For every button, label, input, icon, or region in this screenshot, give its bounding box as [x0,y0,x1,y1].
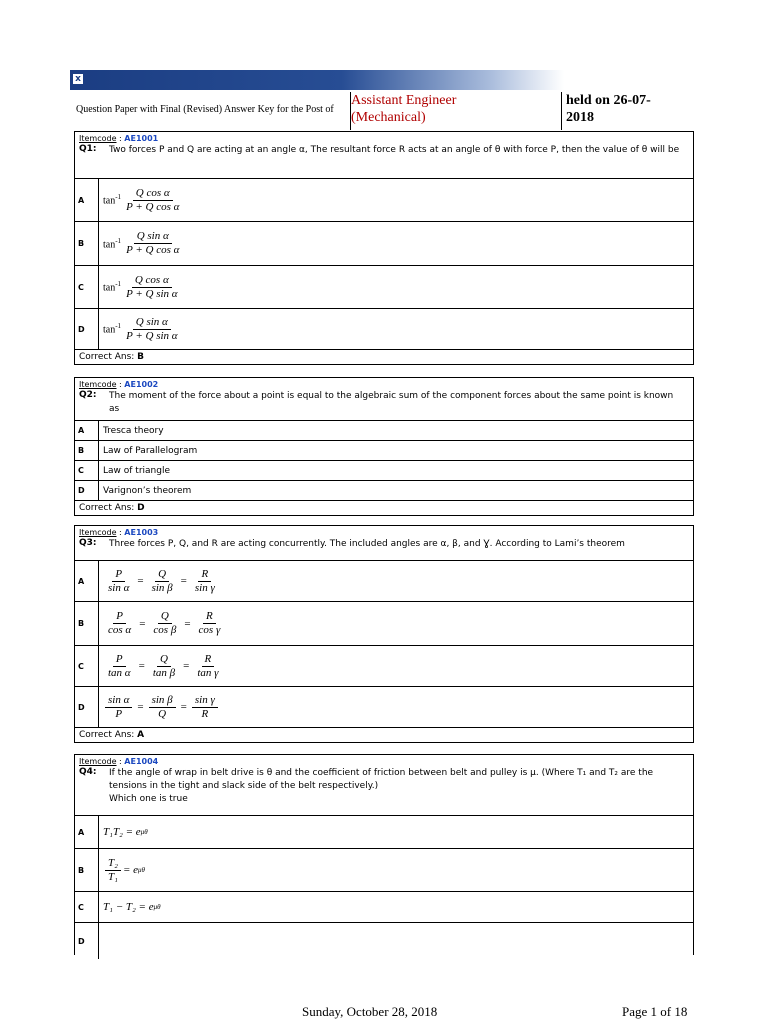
post-name: Assistant Engineer (Mechanical) [350,92,562,130]
question-block-q3: Itemcode : AE1003 Q3: Three forces P, Q, and R are acting concurrently. The included angles are α, β, and Ɣ. According to Lami’s theorem A $\frac{P}{\text{sin α}}$ = $\frac{Q}{\text{sin β}}$ = $\frac{R}{\text{sin γ}}$ B $\frac{P}{\text{cos α}}$ = $\frac{Q}{\text{cos β}}$ = $\frac{R}{\text{cos γ}}$ C $\frac{P}{\text{tan α}}$ = $\frac{Q}{\text{tan β}}$ = $\frac{R}{\text{tan γ}}$ D $\frac{\text{sin α}}{P}$ = $\frac{\text{sin β}}{Q}$ = $\frac{\text{sin γ}}{R}$ Correct Ans: A [74,525,694,743]
question-text: Two forces P and Q are acting at an angle α, The resultant force R acts at an angle of θ with force P, then the value of θ will be [109,145,680,155]
item-code: AE1001 [124,134,159,143]
footer-date: Sunday, October 28, 2018 [302,1004,438,1019]
option-label: B [75,222,99,265]
question-text: The moment of the force about a point is equal to the algebraic sum of the component forces about the same point is known as [109,391,674,414]
correct-answer: Correct Ans: A [75,727,693,742]
question-block-q4: Itemcode : AE1004 Q4: If the angle of wrap in belt drive is θ and the coefficient of friction between belt and pulley is μ. (Where T₁ and T₂ are the tensions in the tight and slack side of the belt respectively.) Which one is true A T₁T₂ = e μθ B $\frac{\text{T₂}}{\text{T₁}}$ = e μθ C T₁ − T₂ = e μθ D [74,754,694,955]
question-number: Q3: [79,538,97,548]
option-d[interactable]: D Varignon’s theorem [75,480,693,500]
option-b[interactable]: B $\tan^{-1}$ $\frac{\text{Q sin α}}{\text{P + Q cos α}}$ [75,221,693,265]
page-number: Page 1 of 18 [622,1004,688,1019]
question-number: Q2: [79,390,97,400]
option-a[interactable]: A T₁T₂ = e μθ [75,815,693,848]
item-code: AE1002 [124,380,159,389]
question-block-q2: Itemcode : AE1002 Q2: The moment of the force about a point is equal to the algebraic sum of the component forces about the same point is known as A Tresca theory B Law of Parallelogram C Law of triangle D Varignon’s theorem Correct Ans: D [74,377,694,516]
item-code: AE1004 [124,757,159,766]
question-number: Q4: [79,767,97,777]
option-d[interactable]: D $\frac{\text{sin α}}{P}$ = $\frac{\text{sin β}}{Q}$ = $\frac{\text{sin γ}}{R}$ [75,686,693,727]
exam-date: held on 26-07- 2018 [566,93,651,125]
option-label: C [75,266,99,308]
correct-answer: Correct Ans: D [75,500,693,515]
close-icon[interactable]: x [73,74,83,84]
option-d[interactable]: D [75,922,693,959]
option-c[interactable]: C $\tan^{-1}$ $\frac{\text{Q cos α}}{\text{P + Q sin α}}$ [75,265,693,308]
option-c[interactable]: C Law of triangle [75,460,693,480]
window-title-bar [70,70,564,90]
option-c[interactable]: C T₁ − T₂ = e μθ [75,891,693,922]
option-text: Tresca theory [103,425,164,436]
question-text: Three forces P, Q, and R are acting concurrently. The included angles are α, β, and Ɣ. According to Lami’s theorem [109,539,625,549]
question-number: Q1: [79,144,97,154]
option-text: Law of triangle [103,465,170,476]
option-c[interactable]: C $\frac{P}{\text{tan α}}$ = $\frac{Q}{\text{tan β}}$ = $\frac{R}{\text{tan γ}}$ [75,645,693,686]
correct-answer: Correct Ans: B [75,349,693,364]
option-text: Varignon’s theorem [103,485,192,496]
header-label: Question Paper with Final (Revised) Answer Key for the Post of [76,104,334,115]
option-label: D [75,309,99,349]
option-label: A [75,179,99,221]
question-subtext: Which one is true [109,794,188,804]
question-block-q1: Itemcode : AE1001 Q1: Two forces P and Q are acting at an angle α, The resultant force R acts at an angle of θ with force P, then the value of θ will be A $\tan^{-1}$ $\frac{\text{Q cos α}}{\text{P + Q cos α}}$ B $\tan^{-1}$ $\frac{\text{Q sin α}}{\text{P + Q cos α}}$ C $\tan^{-1}$ $\frac{\text{Q cos α}}{\text{P + Q sin α}}$ D $\tan^{-1}$ $\frac{\text{Q sin α}}{\text{P + Q sin α}}$ Correct Ans: B [74,131,694,365]
item-code: AE1003 [124,528,159,537]
option-a[interactable]: A $\tan^{-1}$ $\frac{\text{Q cos α}}{\text{P + Q cos α}}$ [75,178,693,221]
paper-header [74,92,692,130]
option-a[interactable]: A $\frac{P}{\text{sin α}}$ = $\frac{Q}{\text{sin β}}$ = $\frac{R}{\text{sin γ}}$ [75,560,693,601]
option-b[interactable]: B Law of Parallelogram [75,440,693,460]
question-text: If the angle of wrap in belt drive is θ and the coefficient of friction between belt and pulley is μ. (Where T₁ and T₂ are the tensions in the tight and slack side of the belt respectively.) [109,768,654,791]
option-a[interactable]: A Tresca theory [75,420,693,440]
option-d[interactable]: D $\tan^{-1}$ $\frac{\text{Q sin α}}{\text{P + Q sin α}}$ [75,308,693,349]
option-b[interactable]: B $\frac{P}{\text{cos α}}$ = $\frac{Q}{\text{cos β}}$ = $\frac{R}{\text{cos γ}}$ [75,601,693,645]
itemcode-label: Itemcode [79,134,117,143]
option-text: Law of Parallelogram [103,445,198,456]
option-b[interactable]: B $\frac{\text{T₂}}{\text{T₁}}$ = e μθ [75,848,693,891]
